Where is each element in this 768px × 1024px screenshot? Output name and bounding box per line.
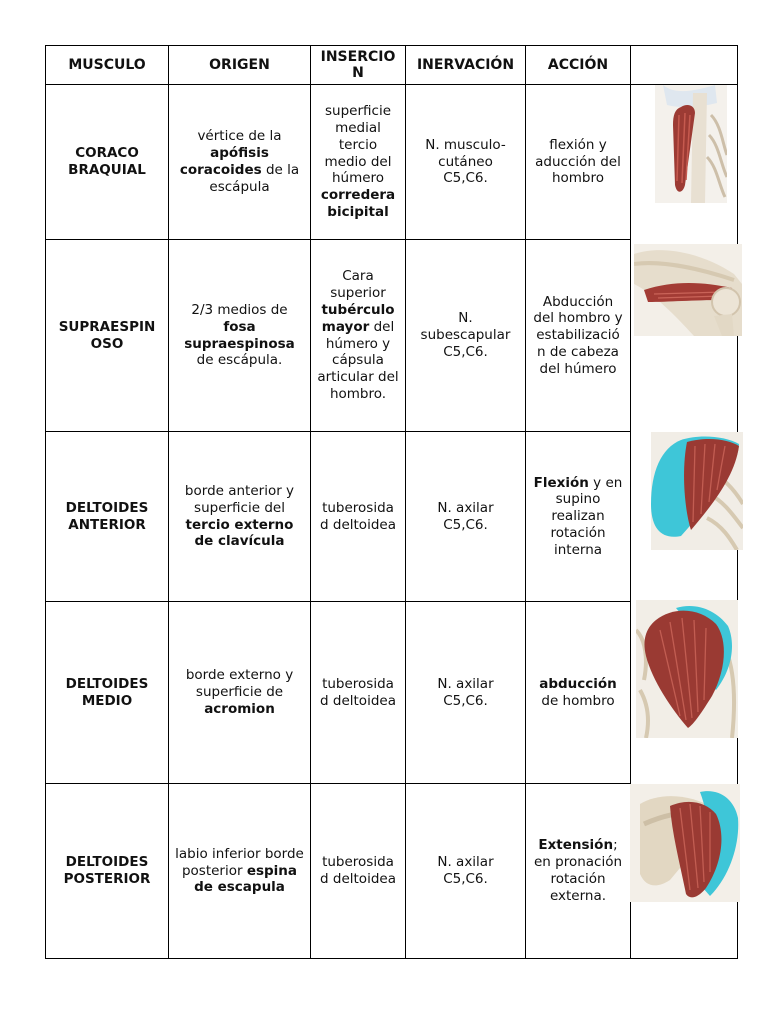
row-1-origen (169, 85, 310, 239)
row-4-accion (526, 602, 630, 783)
row-5-origen-text (175, 846, 304, 896)
row-5-musculo-label: DELTOIDES POSTERIOR (63, 854, 151, 887)
row-4-inervacion (406, 602, 525, 783)
header-insercion (311, 46, 405, 84)
text-segment: de la escápula (209, 162, 300, 195)
middle-deltoid-illustration (636, 600, 738, 738)
header-origen (169, 46, 310, 84)
row-4-musculo-label: DELTOIDES MEDIO (65, 675, 149, 709)
row-1-origen-text (175, 128, 304, 195)
text-segment: borde externo y superficie de (185, 667, 294, 701)
header-accion (526, 46, 630, 84)
text-segment: tuberosida d deltoidea (320, 499, 396, 533)
row-5-insercion-text (317, 854, 399, 888)
row-3-accion-text (532, 475, 624, 559)
row-1-inervacion (406, 85, 525, 239)
row-4-insercion-text (317, 676, 399, 710)
row-5-inervacion-text: N. axilar C5,C6. (437, 854, 494, 887)
text-segment: Abducción del hombro y estabilizació n de cabeza del húmero (533, 293, 623, 377)
text-segment: del húmero y cápsula articular del hombro. (317, 318, 399, 402)
header-musculo (46, 46, 168, 84)
row-2-accion (526, 240, 630, 431)
coracobrachialis-muscle-illustration (655, 85, 727, 203)
anterior-deltoid-illustration (651, 432, 743, 550)
header-origen-label: ORIGEN (209, 57, 270, 73)
text-segment: apófisis coracoides (179, 145, 269, 178)
row-1-musculo-label: CORACO BRAQUIAL (68, 145, 146, 178)
row-4-accion-text (532, 676, 624, 710)
posterior-deltoid-illustration (630, 784, 740, 902)
text-segment: superficie medial tercio medio del húmero (324, 103, 392, 187)
row-3-musculo-label: DELTOIDES ANTERIOR (65, 499, 149, 533)
row-3-insercion (311, 432, 405, 601)
row-4-insercion (311, 602, 405, 783)
row-1-inervacion-text: N. musculo-cutáneo C5,C6. (425, 136, 506, 187)
text-segment: Flexión (533, 474, 589, 491)
row-1-accion-text (532, 137, 624, 187)
row-3-insercion-text (317, 500, 399, 534)
row-3-origen-text (175, 483, 304, 550)
row-2-inervacion (406, 240, 525, 431)
row-4-musculo (46, 602, 168, 783)
header-accion-label: ACCIÓN (547, 57, 609, 73)
row-5-insercion (311, 784, 405, 958)
row-4-inervacion-text: N. axilar C5,C6. (437, 675, 494, 709)
row-1-insercion-text (319, 103, 397, 221)
row-5-musculo (46, 784, 168, 958)
row-2-origen-text (175, 302, 304, 369)
row-5-accion (526, 784, 630, 958)
text-segment: corredera bicipital (320, 187, 396, 220)
row-1-musculo (46, 85, 168, 239)
row-4-origen-text (175, 667, 304, 717)
header-insercion-label: INSERCIO N (320, 49, 396, 81)
header-inervacion (406, 46, 525, 84)
text-segment: espina de escapula (194, 862, 298, 896)
text-segment: de escápula. (196, 352, 283, 369)
row-2-origen (169, 240, 310, 431)
text-segment: ; en pronación rotación externa. (533, 837, 623, 904)
row-1-insercion (311, 85, 405, 239)
row-5-inervacion (406, 784, 525, 958)
row-2-accion-text (532, 294, 624, 378)
row-3-origen (169, 432, 310, 601)
text-segment: tercio externo de clavícula (185, 516, 294, 550)
row-5-origen (169, 784, 310, 958)
text-segment: 2/3 medios de (191, 301, 288, 318)
supraspinatus-muscle-illustration (634, 244, 742, 336)
row-3-inervacion (406, 432, 525, 601)
text-segment: tuberosida d deltoidea (320, 854, 396, 887)
text-segment: y en supino realizan rotación interna (550, 474, 623, 558)
row-4-origen (169, 602, 310, 783)
text-segment: acromion (204, 700, 275, 717)
row-1-accion (526, 85, 630, 239)
header-inervacion-label: INERVACIÓN (416, 57, 515, 73)
text-segment: vértice de la (197, 128, 282, 145)
row-2-musculo (46, 240, 168, 431)
text-segment: fosa supraespinosa (184, 318, 295, 352)
row-5-accion-text (530, 837, 626, 904)
text-segment: Extensión (538, 837, 614, 854)
row-2-insercion (311, 240, 405, 431)
text-segment: tuberosida d deltoidea (320, 675, 396, 709)
text-segment: tubérculo mayor (321, 301, 395, 335)
text-segment: labio inferior borde posterior (175, 845, 304, 879)
text-segment: flexión y aducción del hombro (535, 136, 621, 187)
text-segment: Cara superior (330, 268, 386, 302)
header-musculo-label: MUSCULO (68, 57, 146, 73)
row-3-accion (526, 432, 630, 601)
row-2-inervacion-text: N. subescapular C5,C6. (420, 310, 511, 360)
text-segment: borde anterior y superficie del (184, 482, 295, 516)
row-2-musculo-label: SUPRAESPIN OSO (58, 318, 156, 352)
row-3-musculo (46, 432, 168, 601)
text-segment: de hombro (541, 692, 615, 709)
table-border-bottom (45, 958, 738, 959)
text-segment: abducción (539, 675, 617, 692)
row-3-inervacion-text: N. axilar C5,C6. (437, 499, 494, 533)
row-2-insercion-text (315, 268, 401, 402)
